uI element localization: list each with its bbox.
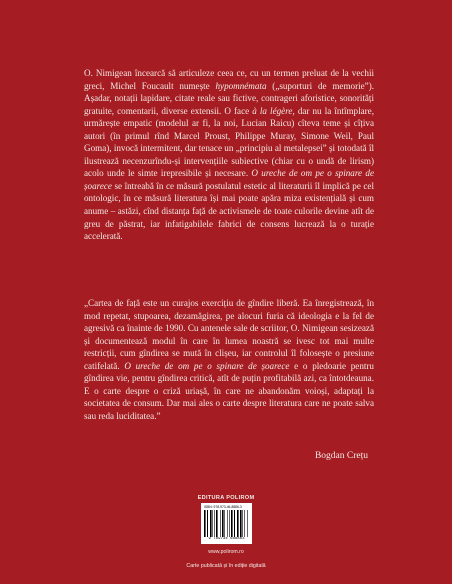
barcode-digits: 9 789734 688863	[208, 537, 245, 541]
blurb-paragraph-2	[84, 297, 374, 422]
isbn-barcode	[201, 503, 252, 544]
isbn-number: ISBN: 978-973-46-8886-3	[204, 505, 242, 509]
text-run: („suporturi de memorie”). Așadar, notații lapidare, citate reale sau fictive, contrageri aforistice, sonorități gratuite, comentarii, diverse extensii. O face	[84, 80, 374, 116]
quote-signature: Bogdan Crețu	[314, 451, 368, 461]
barcode-bars	[204, 510, 249, 537]
text-run: , dar nu la întîmplare, urmărește empatic (modelul ar fi, la noi, Lucian Raicu) cîteva teme și cîțiva autori (în primul rînd Marcel Proust, Philippe Muray, Simone Weil, Paul Goma), invocă intermitent, dar tenace un „principiu al metalepsei” și totodată îl ilustrează necenzurîndu-și intervențiile subiective (chiar cu o undă de lirism) acolo unde le simte irepresibile și necesare.	[84, 105, 374, 179]
publisher-name: EDITURA POLIROM	[197, 495, 255, 501]
italic-title-run: O ureche de om pe o spinare de șoarece	[124, 360, 290, 371]
text-run: „Cartea de față este un curajos exercițiu de gîndire liberă. Ea înregistrează, în mod repetat, stupoarea, dezamăgirea, pe alocuri furia că ideologia e la fel de agresivă ca înainte de 1990. Cu antenele sale de scriitor, O. Nimigean sesizează și documentează modul în care în lumea noastră se ivesc tot mai multe restricții, cum gîndirea se mută în clișeu, iar controlul îl folosește o presiune catifelată.	[84, 298, 374, 371]
italic-title-run: hypomnémata	[215, 80, 267, 91]
text-run: e o pledoarie pentru gîndirea vie, pentru gîndirea critică, atît de puțin profitabilă azi, ca întotdeauna. E o carte despre o criză uriașă, în care ne abandonăm voioși, adaptați la societatea de consum. Dar mai ales o carte despre literatura care ne poate salva sau reda luciditatea.”	[84, 360, 374, 421]
publisher-website: www.polirom.ro	[208, 549, 244, 555]
italic-title-run: O ureche de om pe o spinare de șoarece	[84, 168, 374, 191]
text-run: O. Nimigean încearcă să articuleze ceea ce, cu un termen preluat de la vechii greci, Michel Foucault numește	[84, 68, 374, 91]
text-run: se întreabă în ce măsură postulatul estetic al literaturii îl implică pe cel ontologic, în ce măsură literatura își mai poate apăra miza existențială și cum anume – astăzi, cînd distanța față de activismele de toate culorile devine atît de greu de păstrat, iar infatigabilele fabrici de consens lucrează la o turație accelerată.	[84, 180, 374, 242]
italic-title-run: à la légère	[252, 105, 293, 116]
blurb-paragraph-1	[84, 67, 374, 243]
digital-edition-note: Carte publicată și în ediție digitală	[186, 563, 266, 569]
